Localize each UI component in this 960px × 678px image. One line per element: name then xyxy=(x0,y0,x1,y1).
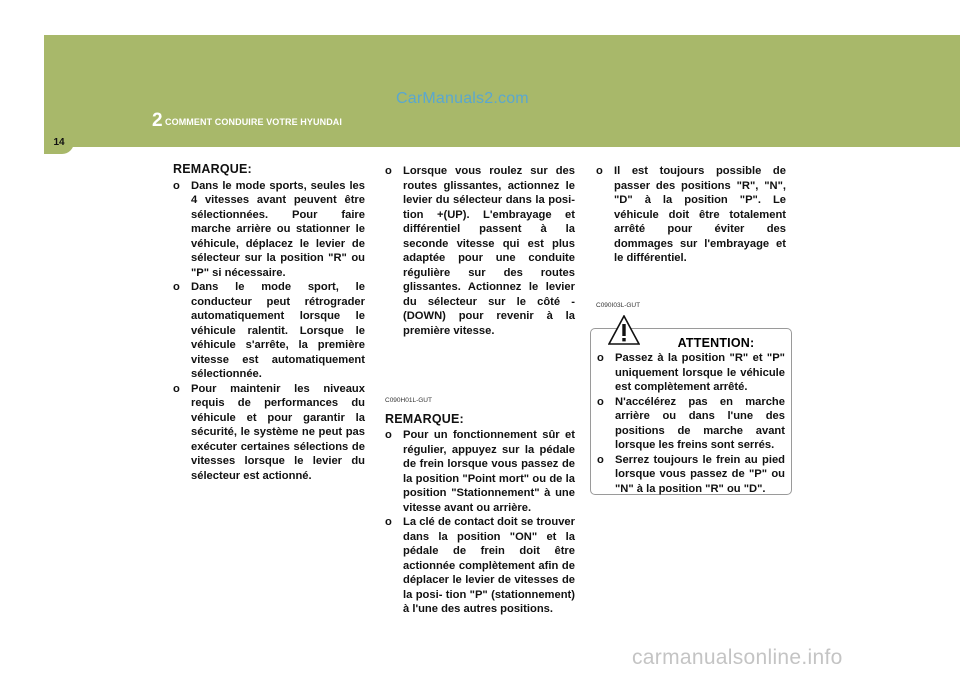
bullet: o xyxy=(597,453,604,466)
attention-list xyxy=(597,351,785,496)
bullet: o xyxy=(385,516,392,528)
list-item xyxy=(597,453,785,497)
chapter-number: 2 xyxy=(152,110,163,131)
list-item xyxy=(597,395,785,453)
list-item xyxy=(385,515,575,617)
bullet: o xyxy=(173,382,180,395)
bullet: o xyxy=(597,395,604,408)
list-item-text: Dans le mode sport, le conducteur peut rétrograder automatiquement lorsque le véhicule ralentit. Lorsque le véhicule s'arrête, la première vitesse est automatiquement sélectionnée. xyxy=(191,281,365,380)
page-number: 14 xyxy=(53,137,65,148)
list-item xyxy=(173,382,365,484)
column-2 xyxy=(385,164,575,617)
bullet: o xyxy=(597,352,604,364)
list-item xyxy=(173,280,365,382)
column-3 xyxy=(596,164,786,266)
bullet: o xyxy=(173,281,180,293)
list-item-text: Il est toujours possible de passer des positions "R", "N", "D" à la position "P". Le véhicule doit être totalement arrêté pour éviter des dommages sur l'embrayage et le différentiel. xyxy=(614,165,786,264)
list-item xyxy=(385,428,575,515)
remarque-heading-1: REMARQUE: xyxy=(173,162,252,176)
park-position-list xyxy=(596,164,786,266)
footer-watermark[interactable]: carmanualsonline.info xyxy=(632,646,843,669)
bullet: o xyxy=(385,165,392,177)
slippery-road-list xyxy=(385,164,575,338)
list-item-text: La clé de contact doit se trouver dans la position "ON" et la pédale de frein doit être actionnée complètement afin de déplacer le levier de vitesses de la posi- tion "P" (stationnement) à l'une des autres positions. xyxy=(403,516,575,615)
attention-heading: ATTENTION: xyxy=(677,336,755,350)
list-item-text: Lorsque vous roulez sur des routes glissantes, actionnez le levier du sélecteur dans la posi- tion +(UP). L'embrayage et différentiel passent à la seconde vitesse qui est plus adaptée pour une conduite régulière sur des routes glissantes. Actionnez le levier du sélecteur sur le côté -(DOWN) pour revenir à la première vitesse. xyxy=(403,165,575,337)
section-code: C090I03L-GUT xyxy=(596,302,641,309)
list-item xyxy=(596,164,786,266)
list-item xyxy=(597,351,785,395)
remarque-heading-2: REMARQUE: xyxy=(385,411,464,426)
bullet: o xyxy=(385,429,392,441)
remarque-list-2 xyxy=(385,428,575,617)
chapter-title: COMMENT CONDUIRE VOTRE HYUNDAI xyxy=(165,117,343,127)
spacer xyxy=(385,338,575,394)
bullet: o xyxy=(173,179,180,192)
list-item-text: Dans le mode sports, seules les 4 vitesses avant peuvent être sélectionnées. Pour faire marche arrière ou stationner le véhicule, déplacez le levier de sélecteur sur la position "R" ou "P" si nécessaire. xyxy=(191,179,365,279)
list-item-text: Serrez toujours le frein au pied lorsque vous passez de "P" ou "N" à la position "R" ou "D". xyxy=(615,453,785,495)
bullet: o xyxy=(596,165,603,177)
list-item xyxy=(385,164,575,338)
remarque-list-1 xyxy=(173,179,365,484)
section-code: C090H01L-GUT xyxy=(385,397,432,404)
list-item xyxy=(173,179,365,281)
list-item-text: Pour maintenir les niveaux requis de performances du véhicule et pour garantir la sécurité, le système ne peut pas exécuter certaines sélections de vitesses lorsque le levier du sélecteur est actionné. xyxy=(191,382,365,482)
site-watermark[interactable]: CarManuals2.com xyxy=(396,90,529,107)
list-item-text: N'accélérez pas en marche arrière ou dans l'une des positions de marche avant lorsque les freins sont serrés. xyxy=(615,395,785,451)
attention-box xyxy=(590,328,792,495)
column-1 xyxy=(173,162,365,483)
list-item-text: Passez à la position "R" et "P" uniquement lorsque le véhicule est complètement arrêté. xyxy=(615,352,785,393)
list-item-text: Pour un fonctionnement sûr et régulier, appuyez sur la pédale de frein lorsque vous passez de la position "Point mort" ou de la position "Stationnement" à une vitesse avant ou arrière. xyxy=(403,429,575,514)
